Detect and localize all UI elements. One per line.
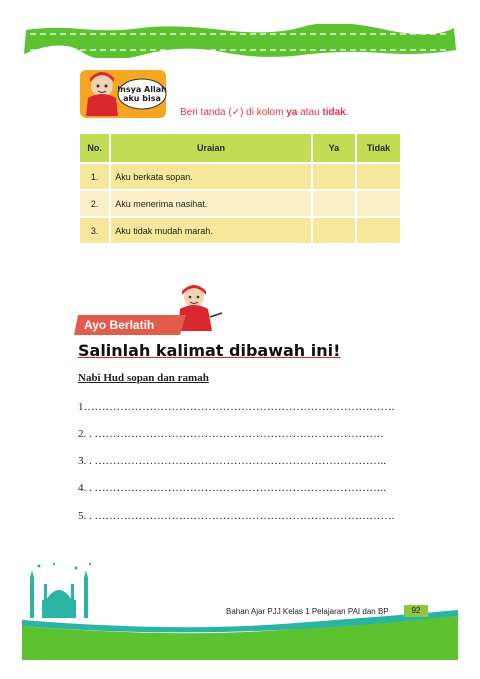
- cell-ya[interactable]: [312, 163, 356, 190]
- cell-tidak[interactable]: [356, 163, 401, 190]
- cell-uraian: Aku berkata sopan.: [110, 163, 311, 190]
- writing-line[interactable]: 4. . ……………………………………………………………………..: [78, 482, 386, 494]
- instruction-suffix: .: [345, 107, 349, 118]
- cell-tidak[interactable]: [356, 217, 401, 244]
- footer-text: Bahan Ajar PJJ Kelas 1 Pelajaran PAI dan BP: [226, 607, 389, 616]
- header-tidak: Tidak: [356, 133, 401, 163]
- cell-no: 1.: [79, 163, 110, 190]
- ayo-berlatih-text: Ayo Berlatih: [84, 318, 155, 332]
- sticker-text-line1: Insya Allah: [117, 85, 167, 94]
- instruction-text: [180, 107, 348, 118]
- table-header-row: [79, 133, 401, 163]
- table-row: [79, 163, 401, 190]
- writing-line[interactable]: 5. . ……………………………………………………………………….: [78, 510, 395, 522]
- section-heading-text: Salinlah kalimat dibawah ini!: [78, 341, 341, 360]
- instruction-mid: atau: [297, 107, 323, 118]
- section-subheading: Nabi Hud sopan dan ramah: [78, 372, 209, 384]
- writing-line[interactable]: 1………………………………………………………………………….: [78, 401, 395, 413]
- table-row: [79, 190, 401, 217]
- cell-ya[interactable]: [312, 217, 356, 244]
- header-uraian: Uraian: [110, 133, 311, 163]
- cell-ya[interactable]: [312, 190, 356, 217]
- section-heading: [78, 341, 340, 360]
- cell-uraian: Aku menerima nasihat.: [110, 190, 311, 217]
- instruction-prefix: Beri tanda (✓) di kolom: [180, 107, 287, 118]
- cell-no: 3.: [79, 217, 110, 244]
- cell-no: 2.: [79, 190, 110, 217]
- instruction-ya: ya: [286, 107, 298, 118]
- cell-tidak[interactable]: [356, 190, 401, 217]
- sticker-text-line2: aku bisa: [123, 94, 161, 103]
- header-ya: Ya: [312, 133, 356, 163]
- top-green-banner: [22, 24, 458, 58]
- insya-allah-sticker: [80, 68, 170, 120]
- writing-line[interactable]: 2. . …………………………………………………………………….: [78, 428, 384, 440]
- instruction-tidak: tidak: [322, 107, 346, 118]
- header-no: No.: [79, 133, 110, 163]
- page-number: 92: [404, 605, 428, 617]
- self-check-table: [78, 132, 402, 245]
- table-row: [79, 217, 401, 244]
- cell-uraian: Aku tidak mudah marah.: [110, 217, 311, 244]
- writing-line[interactable]: 3. . ……………………………………………………………………..: [78, 455, 386, 467]
